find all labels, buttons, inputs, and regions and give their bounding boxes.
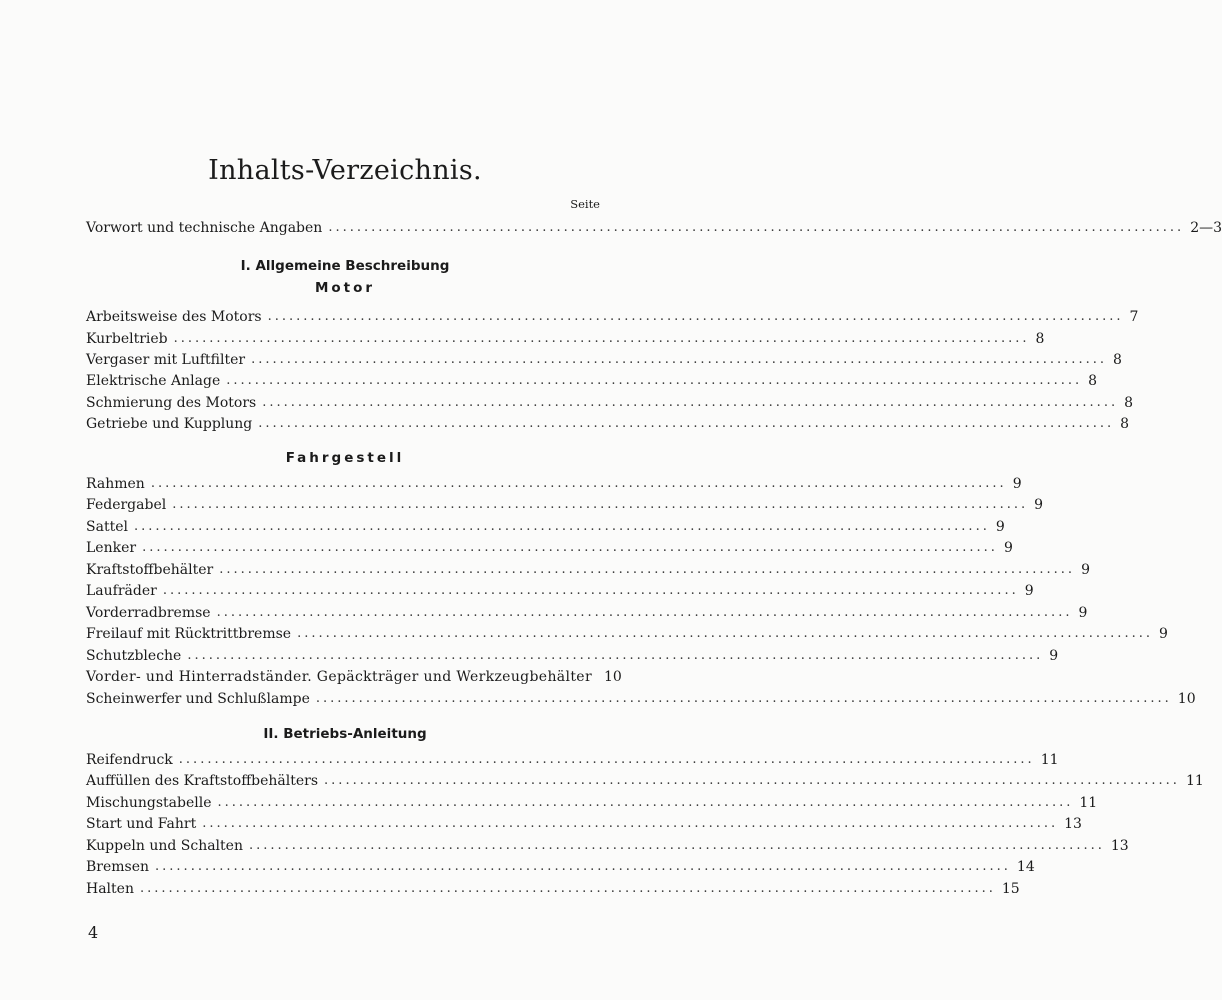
toc-entry-label: Freilauf mit Rücktrittbremse [86, 626, 292, 642]
dot-leader: ........................................................................................................................ [172, 497, 1029, 512]
toc-entry-page: 14 [1016, 859, 1035, 875]
toc-entry [86, 329, 1045, 349]
toc-entry-page: 9 [995, 519, 1005, 535]
dot-leader: ........................................................................................................................ [142, 540, 998, 555]
toc-entry [86, 624, 1168, 644]
toc-entry [86, 879, 1020, 899]
dot-leader: ........................................................................................................................ [267, 309, 1124, 324]
toc-entry-page: 9 [1158, 626, 1168, 642]
toc-entry-page: 9 [1078, 605, 1088, 621]
toc-entry-label: Bremsen [86, 859, 150, 875]
toc-entry-label: Vorwort und technische Angaben [86, 220, 323, 236]
toc-entry-label: Schmierung des Motors [86, 395, 257, 411]
toc-entry-label: Schutzbleche [86, 648, 182, 664]
toc-entry-label: Vergaser mit Luftfilter [86, 352, 246, 368]
dot-leader: ........................................................................................................................ [173, 331, 1030, 346]
toc-entry-page: 11 [1040, 752, 1059, 768]
toc-entry [86, 560, 1090, 580]
toc-entry [86, 414, 1130, 434]
page-number: 4 [88, 923, 99, 942]
dot-leader: ........................................................................................................................ [150, 476, 1007, 491]
toc-entry-page: 13 [1064, 816, 1082, 832]
dot-leader: ........................................................................................................................ [216, 605, 1073, 620]
toc-entry [86, 371, 1098, 391]
toc-entry-label: Lenker [86, 540, 137, 556]
toc-entry-page: 8 [1124, 395, 1134, 411]
dot-leader: ........................................................................................................................ [297, 626, 1153, 641]
subsection-heading-fahrgestell: Fahrgestell [285, 450, 405, 466]
dot-leader: ........................................................................................................................ [187, 648, 1044, 663]
toc-entry-vorwort [86, 218, 1222, 238]
toc-entry-label: Auffüllen des Kraftstoffbehälters [86, 773, 319, 789]
toc-entry-page: 9 [1034, 497, 1044, 513]
toc-entry [86, 667, 622, 687]
toc-entry [86, 771, 1204, 791]
dot-leader: ........................................................................................................................ [258, 416, 1115, 431]
dot-leader: ........................................................................................................................ [133, 519, 990, 534]
toc-entry-page: 8 [1112, 352, 1122, 368]
seite-column-label: Seite [570, 197, 600, 211]
toc-entry [86, 836, 1129, 856]
toc-entry [86, 689, 1196, 709]
toc-entry [86, 495, 1044, 515]
toc-entry-label: Elektrische Anlage [86, 373, 221, 389]
dot-leader: ........................................................................................................................ [178, 752, 1035, 767]
toc-entry-page: 9 [1081, 562, 1090, 578]
toc-entry-label: Vorder- und Hinterradständer. Gepäckträger und Werkzeugbehälter [86, 669, 592, 685]
toc-entry-page: 11 [1079, 795, 1098, 811]
toc-entry-label: Kurbeltrieb [86, 331, 168, 347]
toc-entry-label: Start und Fahrt [86, 816, 197, 832]
toc-entry-page: 9 [1003, 540, 1013, 556]
toc-entry [86, 538, 1013, 558]
toc-entry [86, 646, 1059, 666]
toc-entry [86, 814, 1082, 834]
dot-leader: ........................................................................................................................ [248, 838, 1105, 853]
toc-entry [86, 474, 1022, 494]
toc-entry [86, 307, 1139, 327]
toc-entry [86, 581, 1034, 601]
page-title: Inhalts-Verzeichnis. [208, 155, 482, 186]
dot-leader: ........................................................................................................................ [139, 881, 996, 896]
toc-entry-label: Laufräder [86, 583, 157, 599]
toc-entry-page: 10 [1177, 691, 1196, 707]
subsection-heading-motor: Motor [314, 280, 376, 296]
toc-entry-page: 9 [1024, 583, 1034, 599]
dot-leader: ........................................................................................................................ [162, 583, 1019, 598]
toc-entry-label: Sattel [86, 519, 128, 535]
toc-entry-page: 2—3 [1190, 220, 1222, 236]
dot-leader: ........................................................................................................................ [324, 773, 1180, 788]
dot-leader: ........................................................................................................................ [262, 395, 1119, 410]
toc-entry-page: 15 [1001, 881, 1020, 897]
section-heading-1: I. Allgemeine Beschreibung [240, 258, 450, 274]
toc-entry-label: Arbeitsweise des Motors [86, 309, 262, 325]
section-heading-2: II. Betriebs-Anleitung [263, 726, 427, 742]
toc-entry-label: Mischungstabelle [86, 795, 212, 811]
toc-entry-page: 8 [1120, 416, 1130, 432]
toc-entry-label: Getriebe und Kupplung [86, 416, 253, 432]
toc-entry [86, 793, 1098, 813]
dot-leader: ........................................................................................................................ [217, 795, 1074, 810]
toc-entry-label: Reifendruck [86, 752, 173, 768]
dot-leader: ........................................................................................................................ [226, 373, 1083, 388]
toc-entry-label: Federgabel [86, 497, 167, 513]
toc-entry-label: Halten [86, 881, 134, 897]
dot-leader: ........................................................................................................................ [155, 859, 1011, 874]
dot-leader: ........................................................................................................................ [202, 816, 1059, 831]
toc-entry [86, 603, 1088, 623]
toc-entry [86, 750, 1059, 770]
toc-entry [86, 393, 1134, 413]
toc-entry-page: 8 [1088, 373, 1098, 389]
dot-leader: ........................................................................................................................ [315, 691, 1172, 706]
toc-entry-label: Vorderradbremse [86, 605, 211, 621]
dot-leader: ........................................................................................................................ [328, 220, 1185, 235]
toc-entry-page: 9 [1012, 476, 1022, 492]
toc-entry-label: Scheinwerfer und Schlußlampe [86, 691, 310, 707]
toc-entry-page: 10 [604, 669, 622, 685]
toc-entry-page: 7 [1129, 309, 1139, 325]
toc-entry-label: Kuppeln und Schalten [86, 838, 243, 854]
toc-entry-label: Kraftstoffbehälter [86, 562, 214, 578]
toc-entry [86, 350, 1122, 370]
toc-entry-page: 9 [1049, 648, 1059, 664]
toc-entry-page: 11 [1185, 773, 1204, 789]
toc-entry [86, 857, 1035, 877]
toc-entry-page: 8 [1035, 331, 1045, 347]
toc-entry [86, 517, 1005, 537]
toc-entry-page: 13 [1110, 838, 1129, 854]
dot-leader: ........................................................................................................................ [251, 352, 1107, 367]
toc-entry-label: Rahmen [86, 476, 145, 492]
dot-leader: ........................................................................................................................ [219, 562, 1076, 577]
